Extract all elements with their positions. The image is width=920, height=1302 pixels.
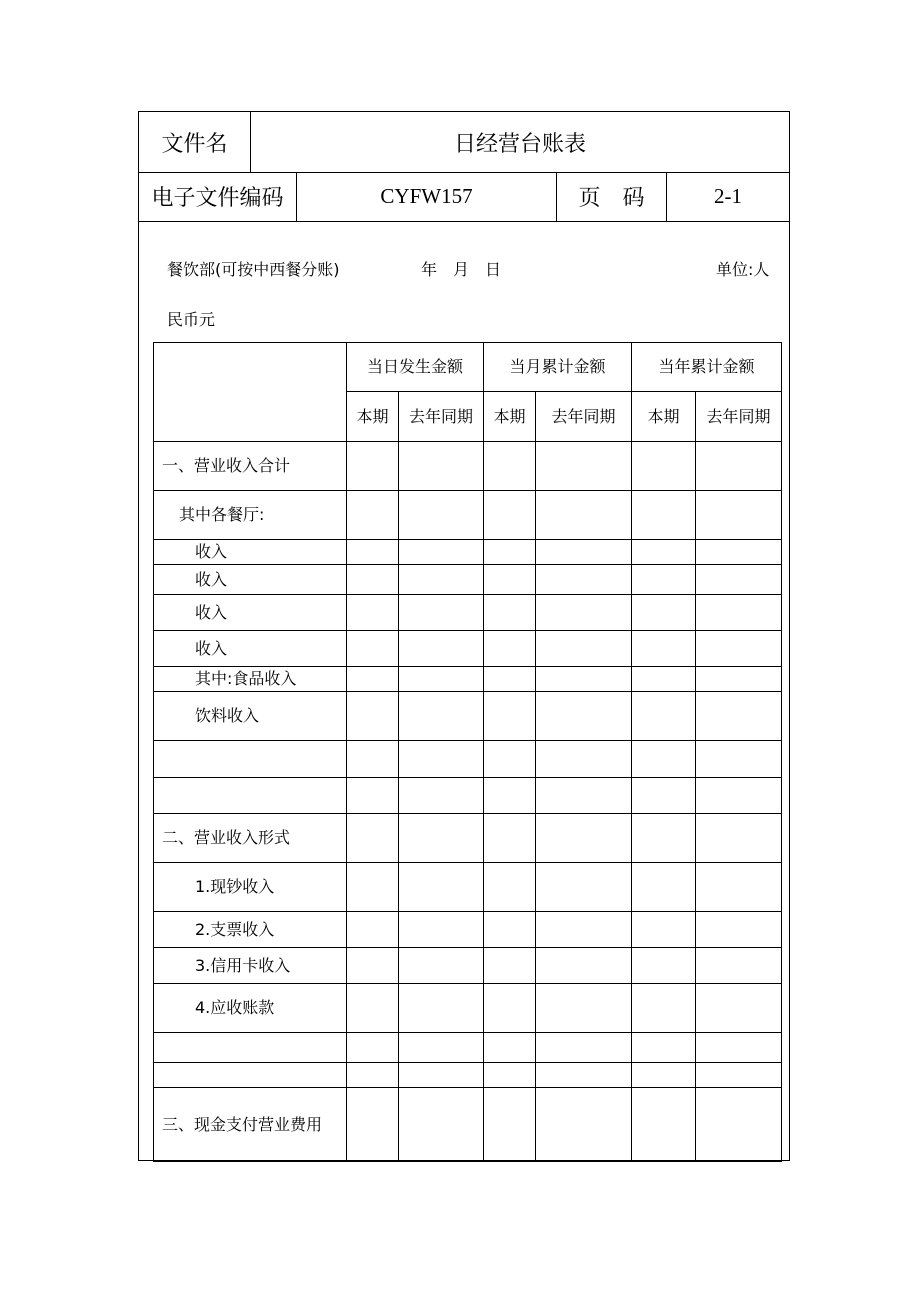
- group-year-header: 当年累计金额: [632, 343, 782, 392]
- current-month-header: 本期: [484, 392, 536, 442]
- table-row: [154, 692, 782, 741]
- header-row-1: [139, 112, 789, 173]
- file-name-label: 文件名: [161, 131, 228, 157]
- ledger-table: [153, 342, 782, 1162]
- last-year-month-header: 去年同期: [536, 392, 632, 442]
- code-label: 电子文件编码: [151, 186, 284, 211]
- header-row-2: [139, 172, 789, 222]
- unit-label-continued: 民币元: [167, 310, 216, 329]
- row-label: 饮料收入: [154, 692, 347, 741]
- row-label: [154, 1063, 347, 1088]
- table-row: [154, 565, 782, 595]
- row-label: 2.支票收入: [154, 912, 347, 948]
- current-year-header: 本期: [632, 392, 696, 442]
- row-label: 收入: [154, 631, 347, 667]
- table-row: [154, 912, 782, 948]
- table-row: [154, 778, 782, 814]
- current-day-header: 本期: [347, 392, 399, 442]
- row-label-header: [154, 343, 347, 442]
- table-row: [154, 667, 782, 692]
- last-year-year-header: 去年同期: [696, 392, 782, 442]
- table-row: [154, 631, 782, 667]
- row-label: [154, 778, 347, 814]
- document-frame: [138, 111, 790, 1161]
- table-row: [154, 491, 782, 540]
- unit-label: 单位:人: [716, 260, 770, 279]
- group-day-header: 当日发生金额: [347, 343, 484, 392]
- table-row: [154, 814, 782, 863]
- page-label: 页 码: [556, 172, 666, 221]
- table-row: [154, 442, 782, 491]
- row-label: 4.应收账款: [154, 984, 347, 1033]
- table-row: [154, 595, 782, 631]
- row-label: 其中各餐厅:: [154, 491, 347, 540]
- department-label: 餐饮部(可按中西餐分账): [167, 260, 340, 279]
- row-label: 三、现金支付营业费用: [154, 1088, 347, 1162]
- date-label: 年 月 日: [421, 260, 502, 279]
- row-label: 3.信用卡收入: [154, 948, 347, 984]
- row-label: [154, 1033, 347, 1063]
- row-label: 收入: [154, 565, 347, 595]
- row-label: 1.现钞收入: [154, 863, 347, 912]
- table-row: [154, 1063, 782, 1088]
- table-row: [154, 741, 782, 778]
- row-label: [154, 741, 347, 778]
- table-row: [154, 984, 782, 1033]
- column-group-header: [154, 343, 782, 392]
- table-row: [154, 540, 782, 565]
- last-year-day-header: 去年同期: [399, 392, 484, 442]
- row-label: 其中:食品收入: [154, 667, 347, 692]
- document-title: 日经营台账表: [250, 112, 789, 172]
- row-label: 二、营业收入形式: [154, 814, 347, 863]
- table-row: [154, 948, 782, 984]
- table-row: [154, 1088, 782, 1162]
- row-label: 收入: [154, 540, 347, 565]
- table-row: [154, 863, 782, 912]
- row-label: 收入: [154, 595, 347, 631]
- row-label: 一、营业收入合计: [154, 442, 347, 491]
- page-value: 2-1: [666, 172, 789, 221]
- group-month-header: 当月累计金额: [484, 343, 632, 392]
- table-row: [154, 1033, 782, 1063]
- code-value: CYFW157: [296, 172, 556, 221]
